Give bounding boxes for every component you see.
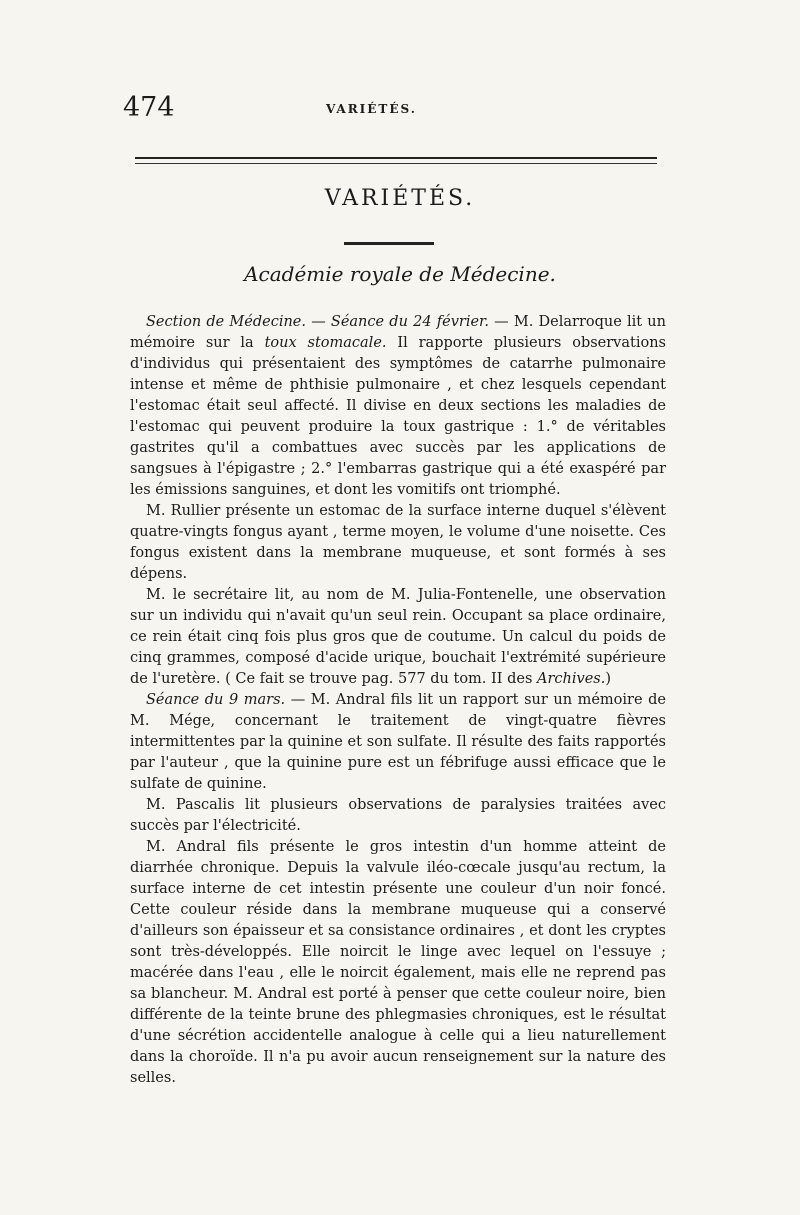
running-head (0, 88, 800, 128)
section-divider (344, 242, 434, 245)
paragraph-4 (130, 690, 666, 795)
topic-term: toux stomacale. (264, 335, 387, 351)
section-title: VARIÉTÉS. (324, 186, 476, 211)
paragraph-1-text-a: — M. Delarroque lit un mémoire sur la (130, 314, 666, 351)
session-date-2: Séance du 9 mars. (146, 692, 286, 708)
section-label: Section de Médecine. (146, 314, 306, 330)
subheading: Académie royale de Médecine. (244, 262, 556, 286)
header-rule-thin (135, 163, 657, 164)
page-number: 474 (123, 92, 175, 123)
paragraph-3-close: ) (605, 671, 612, 687)
journal-title: Archives. (537, 671, 606, 687)
paragraph-3-text: M. le secrétaire lit, au nom de M. Julia-Fontenelle, une observation sur un individu qui n'avait qu'un seul rein. Occupant sa place ordinaire, ce rein était cinq fois plus gros que de coutume. Un calcul du poids de cinq grammes, composé d'acide urique, bouchait l'extrémité supérieure de l'uretère. ( Ce fait se trouve pag. 577 du tom. II des (130, 587, 666, 687)
paragraph-6: M. Andral fils présente le gros intestin d'un homme atteint de diarrhée chronique. Depuis la valvule iléo-cœcale jusqu'au rectum, la surface interne de cet intestin présente une couleur d'un noir foncé. Cette couleur réside dans la membrane muqueuse qui a conservé d'ailleurs son épaisseur et sa consistance ordinaires , et dont les cryptes sont très-développés. Elle noircit le linge avec lequel on l'essuye ; macérée dans l'eau , elle le noircit également, mais elle ne reprend pas sa blancheur. M. Andral est porté à penser que cette couleur noire, bien différente de la teinte brune des phlegmasies chroniques, est le résultat d'une sécrétion accidentelle analogue à celle qui a lieu naturellement dans la choroïde. Il n'a pu avoir aucun renseignement sur la nature des selles. (130, 839, 666, 1086)
running-title: VARIÉTÉS. (326, 102, 417, 116)
paragraph-3 (130, 585, 666, 690)
paragraph-1-text-b: Il rapporte plusieurs observations d'individus qui présentaient des symptômes de catarrhe pulmonaire intense et même de phthisie pulmonaire , et chez lesquels cependant l'estomac était seul affecté. Il divise en deux sections les maladies de l'estomac qui peuvent produire la toux gastrique : 1.° de véritables gastrites qu'il a combattues avec succès par les applications de sangsues à l'épigastre ; 2.° l'embarras gastrique qui a été exaspéré par les émissions sanguines, et dont les vomitifs ont triomphé. (130, 335, 666, 498)
dash: — (306, 314, 331, 330)
paragraph-5: M. Pascalis lit plusieurs observations de paralysies traitées avec succès par l'électricité. (130, 797, 666, 834)
paragraph-4-text: — M. Andral fils lit un rapport sur un mémoire de M. Mége, concernant le traitement de vingt-quatre fièvres intermittentes par la quinine et son sulfate. Il résulte des faits rapportés par l'auteur , que la quinine pure est un fébrifuge aussi efficace que le sulfate de quinine. (130, 692, 666, 792)
header-rule-thick (135, 157, 657, 159)
body-text (130, 312, 666, 1089)
paragraph-2: M. Rullier présente un estomac de la surface interne duquel s'élèvent quatre-vingts fongus ayant , terme moyen, le volume d'une noisette. Ces fongus existent dans la membrane muqueuse, et sont formés à ses dépens. (130, 503, 666, 582)
paragraph-1 (130, 312, 666, 501)
session-date: Séance du 24 février. (330, 314, 489, 330)
